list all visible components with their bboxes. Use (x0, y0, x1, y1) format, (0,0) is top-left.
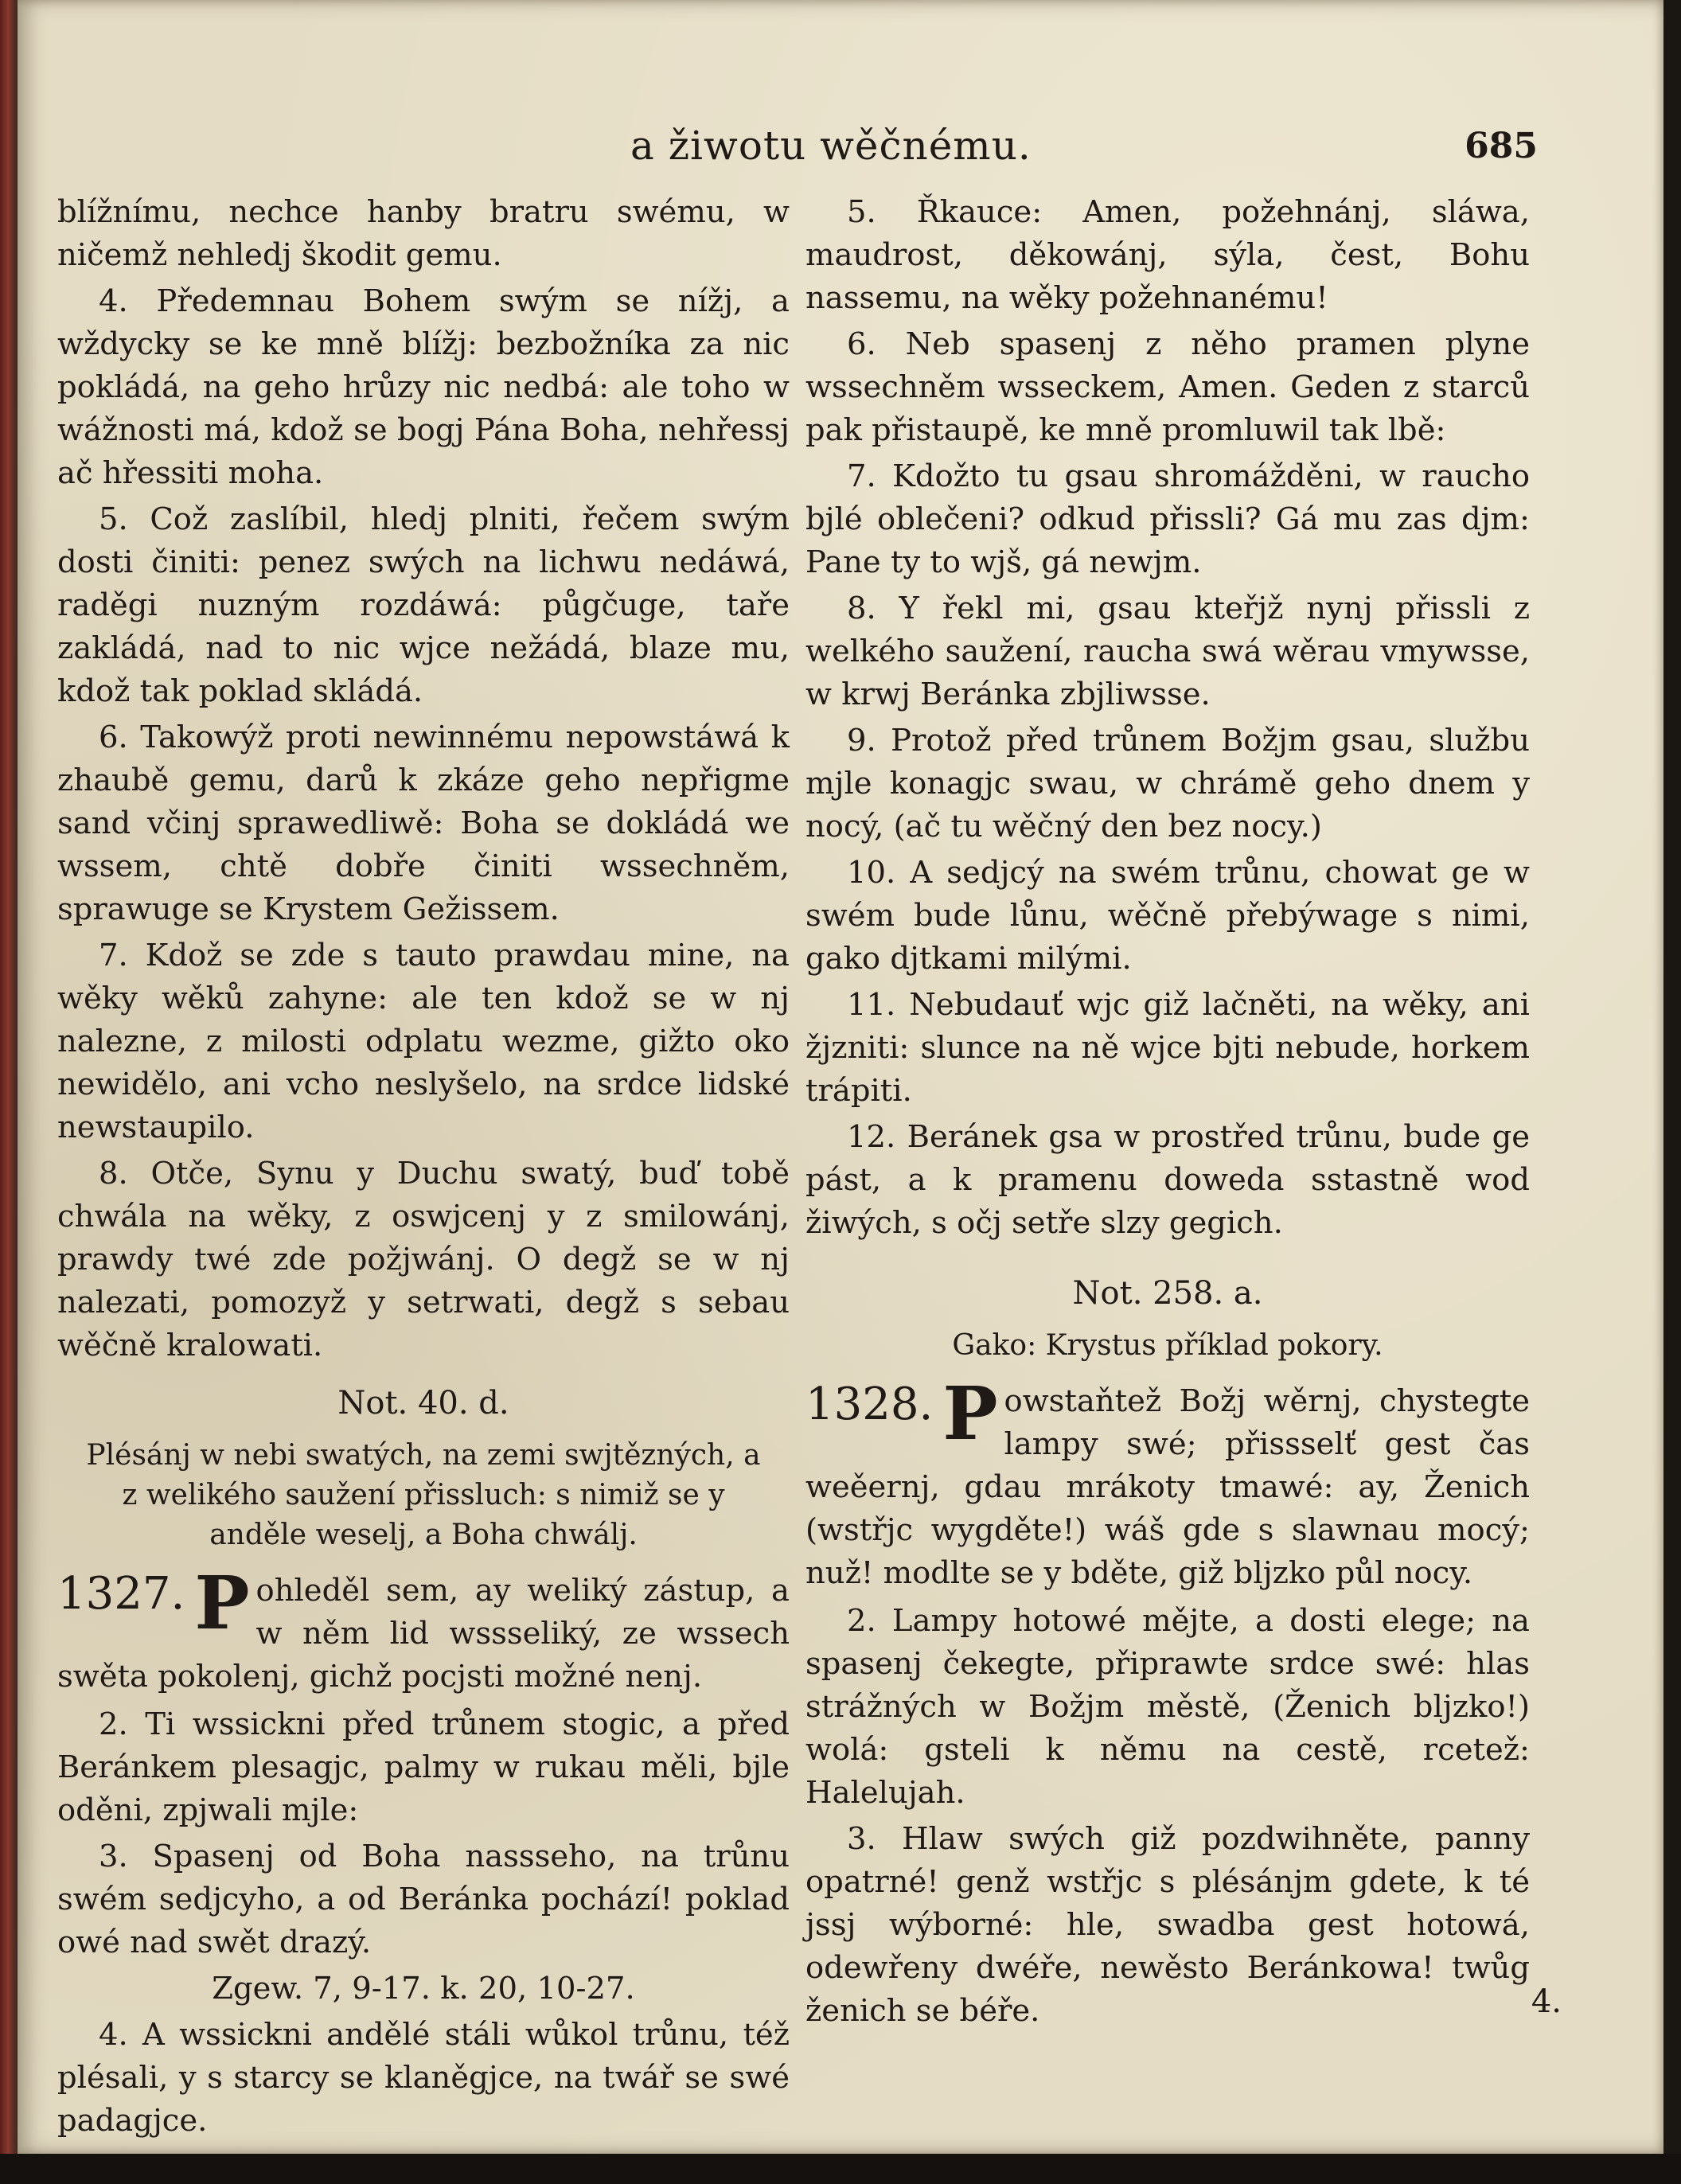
verse-paragraph: 4. A wssickni andělé stáli wůkol trůnu, též plésali, y s starcy se klaněgjce, na twář se swé padagjce. (57, 2017, 790, 2139)
verse-paragraph: 10. A sedjcý na swém trůnu, chowat ge w swém bude lůnu, wěčně přebýwage s nimi, gako djtkami milými. (805, 855, 1530, 977)
hymn-1328-opening (805, 1371, 1530, 1595)
verse-paragraph: 3. Hlaw swých giž pozdwihněte, panny opatrné! genž wstřjc s plésánjm gdete, k té jssj wýborné: hle, swadba gest hotowá, odewřeny dwéře, newěsto Beránkowa! twůg ženich se béře. (805, 1821, 1530, 2029)
catchword: 4. (1531, 1983, 1562, 2020)
hymn-1328-tune-heading: Not. 258. a. (1072, 1275, 1263, 1312)
left-column (57, 191, 790, 2146)
verse-paragraph: blížnímu, nechce hanby bratru swému, w ničemž nehledj škodit gemu. (57, 194, 790, 273)
verse-paragraph: 8. Y řekl mi, gsau kteřjž nynj přissli z welkého saužení, raucha swá wěrau vmywsse, w krwj Beránka zbjliwsse. (805, 591, 1530, 712)
book-page (18, 0, 1663, 2154)
book-spine (0, 0, 18, 2184)
verse-paragraph: 4. Předemnau Bohem swým se nížj, a wždycky se ke mně blížj: bezbožníka za nic pokládá, na geho hrůzy nic nedbá: ale toho w wážnosti má, kdož se bogj Pána Boha, nehřessj ač hřessiti moha. (57, 283, 790, 491)
verse-paragraph: 12. Beránek gsa w prostřed trůnu, bude ge pást, a k pramenu doweda sstastně wod žiwých, s očj setře slzy gegich. (805, 1119, 1530, 1241)
hymn-number: 1327. (57, 1568, 185, 1620)
verse-paragraph: 5. Což zaslíbil, hledj plniti, řečem swým dosti činiti: penez swých na lichwu nedáwá, raděgi nuzným rozdáwá: půgčuge, taře zakládá, nad to nic wjce nežádá, blaze mu, kdož tak poklad skládá. (57, 501, 790, 709)
hymn-1327-opening (57, 1560, 790, 1698)
drop-cap-initial: P (942, 1371, 998, 1457)
page-bottom-edge (0, 2154, 1681, 2184)
verse-paragraph: 8. Otče, Synu y Duchu swatý, buď tobě chwála na wěky, z oswjcenj y z smilowánj, prawdy twé zde požjwánj. O degž se w nj nalezati, pomozyž y setrwati, degž s sebau wěčně kralowati. (57, 1156, 790, 1363)
verse-paragraph: 9. Protož před trůnem Božjm gsau, službu mjle konagjc swau, w chrámě geho dnem y nocý, (ač tu wěčný den bez nocy.) (805, 723, 1530, 844)
running-head (18, 119, 1663, 175)
hymn-first-verse: owstaňtež Božj wěrnj, chystegte lampy swé; přissselť gest čas weěernj, gdau mrákoty tmawé: ay, Ženich (wstřjc wygděte!) wáš gde s slawnau mocý; nuž! modlte se y bděte, giž bljzko půl nocy. (805, 1383, 1530, 1591)
drop-cap-initial: P (194, 1560, 250, 1646)
hymn-1327-subtitle: Plésánj w nebi swatých, na zemi swjtězných, a z welikého saužení přissluch: s nimiž se y anděle weselj, a Boha chwálj. (86, 1439, 761, 1551)
hymn-first-verse: ohleděl sem, ay weliký zástup, a w něm lid wssseliký, ze wssech swěta pokolenj, gichž pocjsti možné nenj. (57, 1573, 790, 1695)
scripture-citation: Zgew. 7, 9-17. k. 20, 10-27. (212, 1971, 635, 2007)
verse-paragraph: 7. Kdož se zde s tauto prawdau mine, na wěky wěků zahyne: ale ten kdož se w nj nalezne, z milosti odplatu wezme, gižto oko newidělo, ani vcho neslyšelo, na srdce lidské newstaupilo. (57, 938, 790, 1145)
running-title: a žiwotu wěčnému. (630, 123, 1032, 169)
hymn-number: 1328. (805, 1379, 934, 1430)
hymn-1328-subtitle: Gako: Krystus příklad pokory. (952, 1329, 1383, 1362)
verse-paragraph: 7. Kdožto tu gsau shromážděni, w raucho bjlé oblečeni? odkud přissli? Gá mu zas djm: Pane ty to wjš, gá newjm. (805, 458, 1530, 580)
verse-paragraph: 5. Řkauce: Amen, požehnánj, sláwa, maudrost, děkowánj, sýla, čest, Bohu nassemu, na wěky požehnanému! (805, 194, 1530, 316)
page-number: 685 (1465, 126, 1538, 166)
right-column (805, 191, 1530, 2036)
verse-paragraph: 3. Spasenj od Boha nassseho, na trůnu swém sedjcyho, a od Beránka pochází! poklad owé nad swět drazý. (57, 1839, 790, 1960)
verse-paragraph: 2. Lampy hotowé mějte, a dosti elege; na spasenj čekegte, připrawte srdce swé: hlas strážných w Božjm městě, (Ženich bljzko!) wolá: gsteli k němu na cestě, rcetež: Halelujah. (805, 1603, 1530, 1811)
hymn-1327-tune-heading: Not. 40. d. (337, 1385, 509, 1422)
verse-paragraph: 6. Takowýž proti newinnému nepowstáwá k zhaubě gemu, darů k zkáze geho nepřigme sand včinj sprawedliwě: Boha se dokládá we wssem, chtě dobře činiti wssechněm, sprawuge se Krystem Gežissem. (57, 720, 790, 927)
verse-paragraph: 6. Neb spasenj z něho pramen plyne wssechněm wsseckem, Amen. Geden z starců pak přistaupě, ke mně promluwil tak lbě: (805, 326, 1530, 448)
verse-paragraph: 11. Nebudauť wjc giž lačněti, na wěky, ani žjzniti: slunce na ně wjce bjti nebude, horkem trápiti. (805, 987, 1530, 1109)
verse-paragraph: 2. Ti wssickni před trůnem stogic, a před Beránkem plesagjc, palmy w rukau měli, bjle oděni, zpjwali mjle: (57, 1706, 790, 1828)
